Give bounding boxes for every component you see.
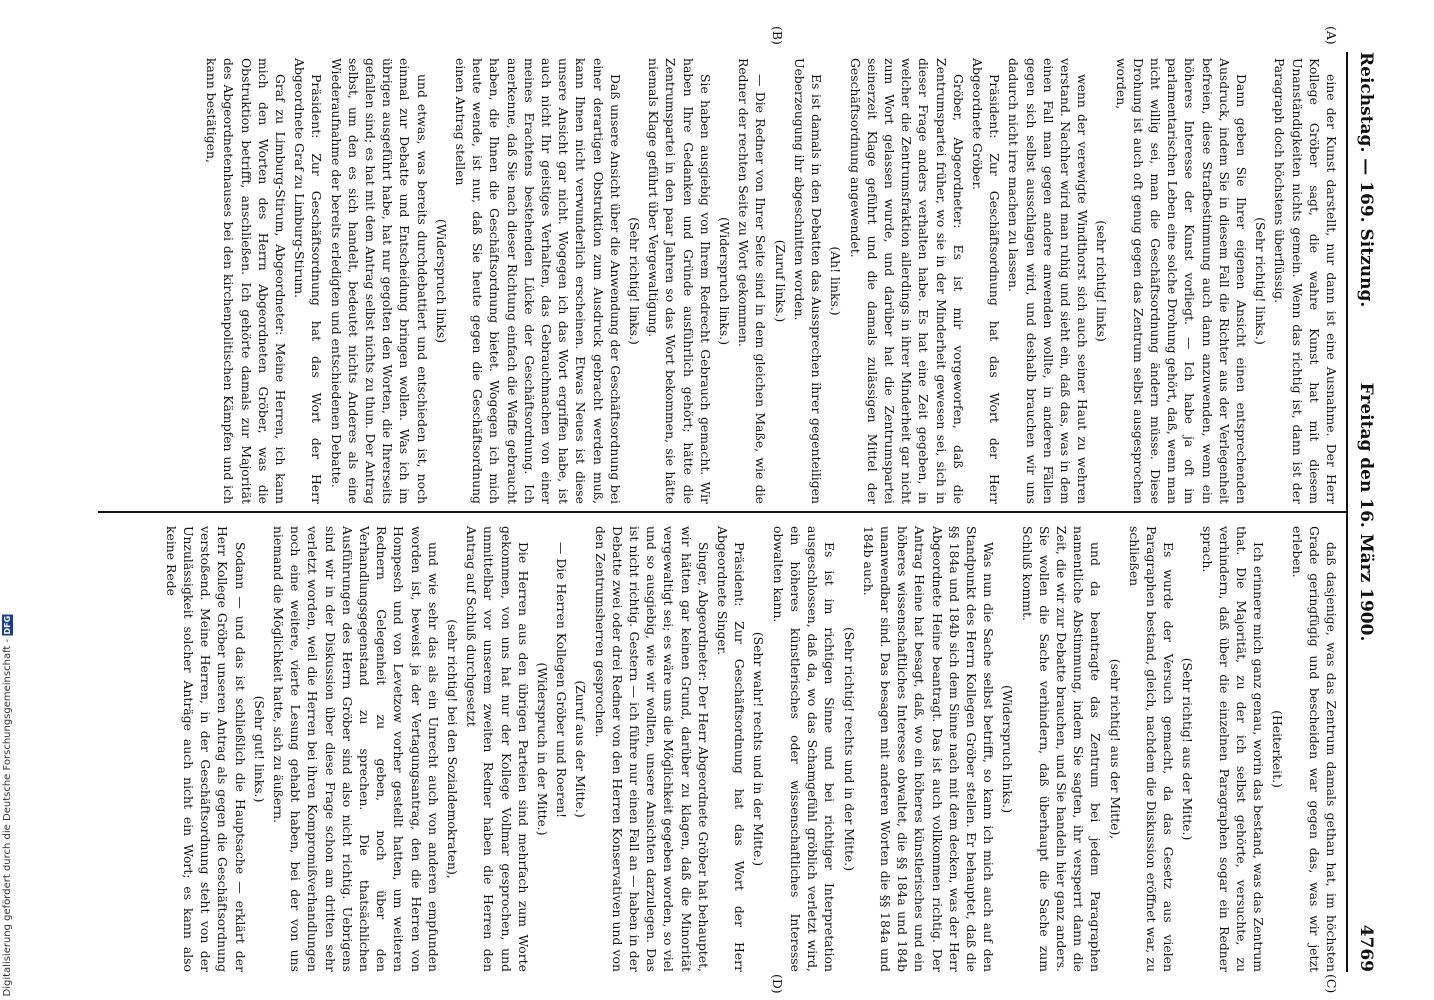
interjection-note: (Heiterkeit.) <box>1270 710 1286 788</box>
margin-mark-c: (C) <box>1324 974 1339 994</box>
paragraph: Sodann — und das ist schließlich die Hauptsache — erklärt der Herr Kollege Gröber unseren Antrag als gegen die Geschäftsordnung verstoßend. Meine Herren, in der Geschäftsordnung steht von der Unzulässigkeit solcher Anträge auch nicht ein Wort; es kann also keine Rede <box>163 526 248 972</box>
paragraph: und wie sehr das als ein Unrecht auch von anderen empfunden worden ist, beweist ja der Vertagungsantrag, den die Herren von Hompesch und von Levetzow vorher gestellt hatten, um weiteren Rednern Gelegenheit zu geben, noch über den Verhandlungsgegenstand zu sprechen. Die thatsächlichen Ausführungen des Herrn Gröber sind also nicht richtig. Uebrigens sind wir in der Diskussion über diese Frage schon am dritten sehr verletzt worden, weil die Herren bei ihren Kompromißverhandlungen noch eine weitere, vierte Lesung gehabt haben, bei der von uns niemand die Möglichkeit hatte, sich zu äußern. <box>271 526 441 972</box>
paragraph: Präsident: Zur Geschäftsordnung hat das Wort der Herr Abgeordnete Singer. <box>715 526 748 972</box>
header-rule <box>1346 52 1348 972</box>
digitization-credit <box>2 615 13 997</box>
interjection-note: (Widerspruch in der Mitte.) <box>535 662 551 836</box>
margin-mark-d: (D) <box>770 974 785 994</box>
paragraph: — Die Herren Kollegen Gröber und Roeren! <box>554 542 570 819</box>
interjection-note: (sehr richtig! bei den Sozialdemokraten), <box>445 619 461 879</box>
paragraph: Singer, Abgeordneter: Der Herr Abgeordnete Gröber hat behauptet, wir hätten gar keinen Grund, darüber zu klagen, daß die Minorität vergewaltigt sei; es wäre uns die Möglichkeit gegeben worden, so viel und so ausgiebig, wie wir wollten, unsere Ansichten darzulegen. Das ist nicht richtig. Gestern — ich führe nur einen Fall an — haben in der Debatte zwei oder drei Redner von den Herren Konservativen und von den Zentrumsherren gesprochen. <box>592 526 711 972</box>
interjection-note: (sehr richtig! links) <box>1094 220 1110 342</box>
paragraph: wenn der verewigte Windthorst sich auch seiner Haut zu wehren verstand. Nachher wird man ruhig und sieht ein, daß das, was in dem einen Fall man gegen andere anwenden wollte, in anderen Fällen gegen sich selbst ausschlagen wird, und deshalb brauchen wir uns dadurch nicht irre machen zu lassen. <box>1006 58 1091 504</box>
paragraph: und da beantragte das Zentrum bei jedem Paragraphen namentliche Abstimmung, indem Sie sagten, ihr versperrt dann die Zeit, die wir zur Debatte brauchen, und Sie handeln hier ganz anders. Sie wollen die Sache verhindern, daß überhaupt die Sache zum Schluß kommt. <box>1019 526 1104 972</box>
paragraph: Ich erinnere mich ganz genau, worin das bestand, was das Zentrum that. Die Majorität, zu der ich selbst gehörte, versuchte, zu verhindern, daß über die einzelnen Paragraphen sogar ein Redner sprach. <box>1199 526 1267 972</box>
paragraph: — Die Redner von Ihrer Seite sind in dem gleichen Maße, wie die Redner der rechten Seite zu Wort gekommen. <box>736 58 769 504</box>
interjection-note: (Zuruf links.) <box>772 239 788 323</box>
interjection-note: (Widerspruch links.) <box>1000 684 1016 814</box>
paragraph: Es wurde der Versuch gemacht, da das Gesetz aus vielen Paragraphen bestand, gleich, nachdem die Diskussion eröffnet war, zu schließen <box>1126 526 1177 972</box>
interjection-note: (Zuruf aus der Mitte.) <box>573 680 589 818</box>
header-date: Freitag den 16. März 1900. <box>1356 382 1376 642</box>
paragraph: Graf zu Limburg-Stirum, Abgeordneter: Meine Herren, ich kann mich den Worten des Herrn Abgeordneten Gröber, was die Obstruktion betrifft, anschließen. Ich gehörte damals zur Majorität des Abgeordnetenhauses bei den kirchenpolitischen Kämpfen und ich kann bestätigen, <box>204 58 289 504</box>
paragraph: Die Herren aus den übrigen Parteien sind mehrfach zum Worte gekommen, von uns hat nur der Kollege Vollmar gesprochen, und unmittelbar vor unserem zweiten Redner haben die Herren den Antrag auf Schluß durchgesetzt <box>464 526 531 972</box>
paragraph: Gröber, Abgeordneter: Es ist mir vorgeworfen, daß die Zentrumspartei früher, wo sie in der Minderheit gewesen sei, sich in dieser Frage anders verhalten habe. Es hat eine Zeit gegeben, in welcher die Zentrumsfraktion allerdings in ihrer Minderheit gar nicht zum Wort gelassen wurde, und darüber hat die Zentrumspartei seinerzeit Klage geführt und die damals zulässigen Mittel der Geschäftsordnung angewendet. <box>847 58 966 504</box>
interjection-note: (sehr richtig! aus der Mitte), <box>1107 658 1123 840</box>
paragraph: Sie haben ausgiebig von Ihrem Redrecht Gebrauch gemacht. Wir haben Ihre Gedanken und Gründe ausführlich gehört; hätte die Zentrumspartei in den paar Jahren so das Wort bekommen, sie hätte niemals Klage geführt über Vergewaltigung. <box>646 58 713 504</box>
interjection-note: (Widerspruch links) <box>433 218 449 344</box>
interjection-note: (Widerspruch links.) <box>717 216 733 346</box>
paragraph: Daß unsere Ansicht über die Anwendung der Geschäftsordnung bei einer derartigen Obstruktion zum Ausdruck gebracht werden muß, kann Ihnen nicht verwunderlich erscheinen. Etwas Neues ist diese unsere Ansicht gar nicht. Wogegen ich das Wort ergriffen habe, ist auch nicht Ihr geistiges Verhalten, das Gebrauchmachen von einer meines Erachtens bestehenden Lücke der Geschäftsordnung. Ich anerkenne, daß Sie nach dieser Richtung einfach die Waffe gebraucht haben, die Ihnen die Geschäftsordnung bietet. Wogegen ich mich heute wende, ist nur, daß Sie heute gegen die Geschäftsordnung einen Antrag stellen <box>453 58 623 504</box>
left-column <box>201 58 1340 504</box>
column-divider <box>98 511 1346 513</box>
interjection-note: (Sehr gut! links.) <box>251 695 267 803</box>
dfg-logo: DFG <box>3 615 12 635</box>
paragraph: Was nun die Sache selbst betrifft, so kann ich mich auch auf den Standpunkt des Herrn Kollegen Gröber stellen. Er behauptet, daß die §§ 184a und 184b sich dem Sinne nach mit dem decken, was der Herr Abgeordnete Heine beantragt. Das ist auch vollkommen richtig. Der Antrag Heine hat besagt, daß, wo ein höheres künstlerisches und ein höheres wissenschaftliches Interesse obwaltet, die §§ 184a und 184b unanwendbar sind. Das besagen mit anderen Worten die §§ 184a und 184b auch. <box>860 526 997 972</box>
interjection-note: (Sehr richtig! aus der Mitte.) <box>1180 657 1196 841</box>
interjection-note: (Sehr richtig! rechts und in der Mitte.) <box>841 626 857 872</box>
interjection-note: (Ah! links.) <box>828 246 844 316</box>
interjection-note: (Sehr wahr! rechts und in der Mitte.) <box>751 631 767 867</box>
header-left: Reichstag. — 169. Sitzung. <box>1356 52 1376 308</box>
page-header <box>1348 52 1376 972</box>
paragraph: daß dasjenige, was das Zentrum damals gethan hat, im höchsten Grade geringfügig und bescheiden war gegen das, was wir jetzt erleben. <box>1289 526 1339 972</box>
credit-text: Digitalisierung gefördert durch die Deutsche Forschungsgemeinschaft - <box>2 638 13 996</box>
paragraph: Dann geben Sie Ihrer eigenen Ansicht einen entsprechenden Ausdruck, indem Sie in diesem Fall die Richter aus der Verlegenheit befreien, diese Strafbestimmung auch dann anzuwenden, wenn ein höheres Interesse der Kunst vorliegt. — Ich habe ja oft im parlamentarischen Leben eine solche Drohung gehört, daß, wenn man nicht willig sei, man die Geschäftsordnung ändern müsse. Diese Drohung ist auch oft genug gegen das Zentrum selbst ausgesprochen worden, <box>1113 58 1249 504</box>
margin-mark-a: (A) <box>1324 26 1339 45</box>
interjection-note: (Sehr richtig! links.) <box>627 217 643 345</box>
interjection-note: (Sehr richtig! links.) <box>1253 217 1269 345</box>
paragraph: Es ist damals in den Debatten das Aussprechen ihrer gegenteiligen Ueberzeugung ihr abgeschnitten worden. <box>791 58 825 504</box>
page-number: 4769 <box>1356 924 1376 972</box>
paragraph: und etwas, was bereits durchdebattiert und entschieden ist, noch einmal zur Debatte und Entscheidung bringen wollen. Was ich im übrigen ausgeführt habe, hat nur gegolten den Worten, die Ihrerseits gefallen sind; es hat mit dem Antrag selbst nichts zu thun. Der Antrag selbst, um den es sich handelt, bedeutet nichts Anderes als eine Wiederaufnahme der bereits erledigten und entschiedenen Debatte. <box>328 58 430 504</box>
paragraph: Präsident: Zur Geschäftsordnung hat das Wort der Herr Abgeordnete Gröber. <box>969 58 1003 504</box>
paragraph: eine der Kunst darstellt, nur dann ist eine Ausnahme. Der Herr Kollege Gröber sagt, die wahre Kunst hat mit diesem Unanständigkeiten nichts gemein. Wenn das richtig ist, dann ist der Paragraph doch höchstens überflüssig. <box>1272 58 1339 504</box>
paragraph: Präsident: Zur Geschäftsordnung hat das Wort der Herr Abgeordnete Graf zu Limburg-Stirum. <box>292 58 325 504</box>
margin-mark-b: (B) <box>770 26 785 45</box>
right-column <box>161 526 1340 972</box>
paragraph: Es ist im richtigen Sinne und bei richtiger Interpretation ausgeschlossen, daß da, wo das Schamgefühl gröblich verletzt wird, ein höheres künstlerisches oder wissenschaftliches Interesse obwalten kann. <box>770 526 838 972</box>
